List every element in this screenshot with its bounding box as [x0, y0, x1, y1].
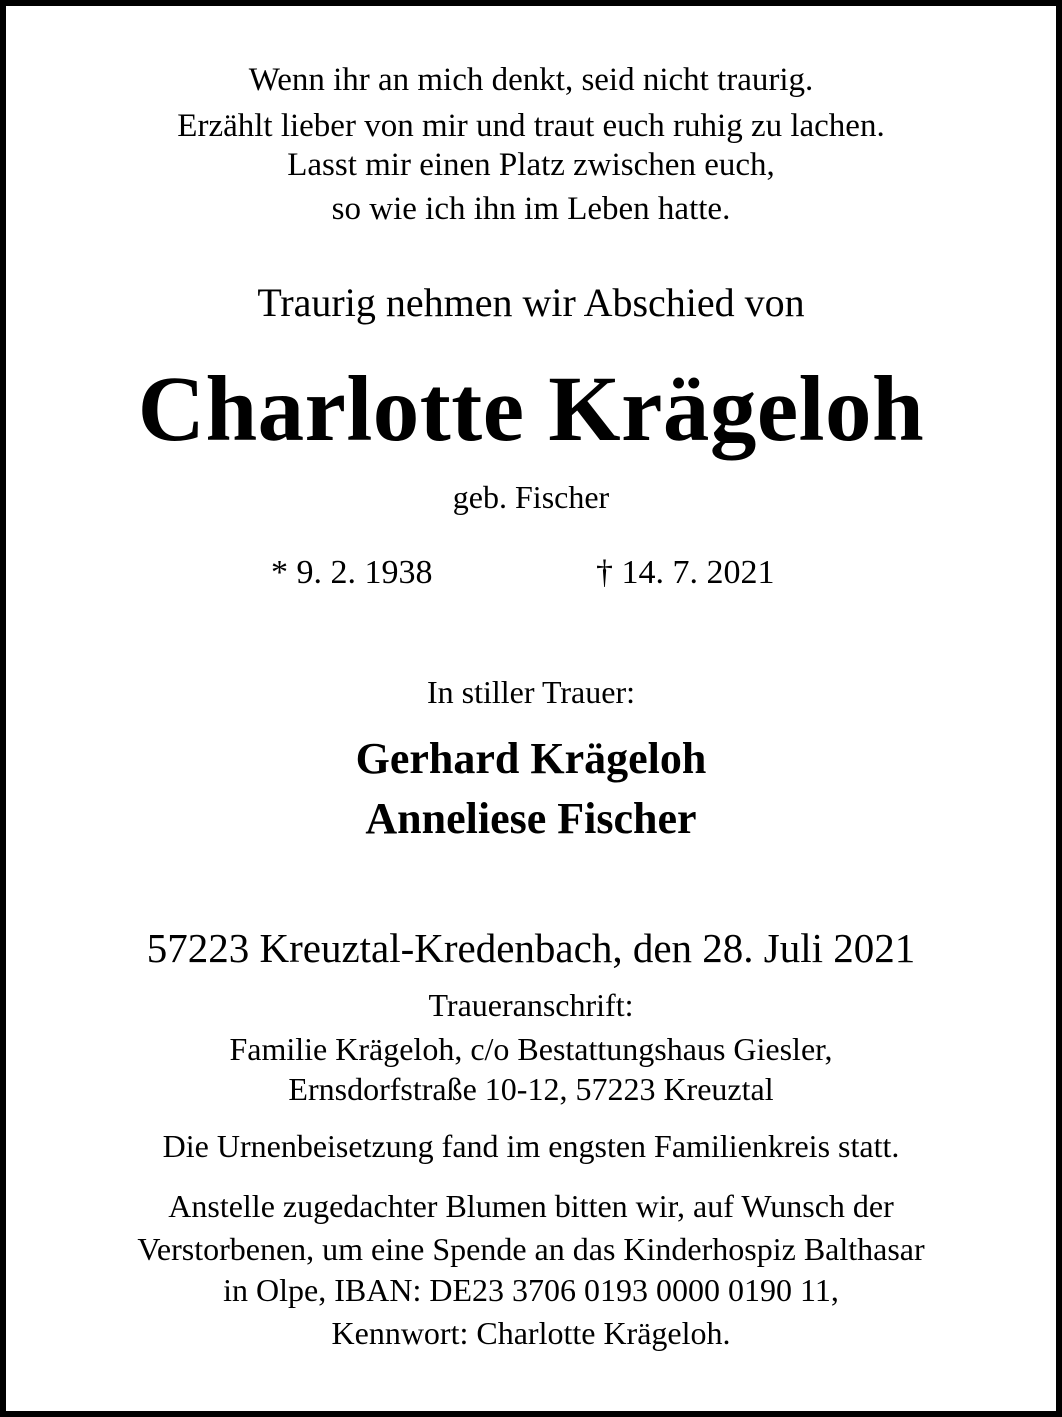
donation-line: Anstelle zugedachter Blumen bitten wir, auf Wunsch der	[168, 1188, 894, 1224]
address-label: Traueranschrift:	[428, 987, 634, 1023]
birth-date: * 9. 2. 1938	[271, 554, 433, 591]
poem-line-3: Lasst mir einen Platz zwischen euch,	[287, 147, 775, 183]
donation-line: Verstorbenen, um eine Spende an das Kinderhospiz Balthasar	[137, 1231, 925, 1267]
poem-line-4: so wie ich ihn im Leben hatte.	[331, 191, 731, 227]
death-date: † 14. 7. 2021	[596, 554, 775, 591]
address-line: Familie Krägeloh, c/o Bestattungshaus Giesler,	[229, 1031, 833, 1067]
address-line: Ernsdorfstraße 10-12, 57223 Kreuztal	[288, 1071, 774, 1107]
place-and-date: 57223 Kreuztal-Kredenbach, den 28. Juli 2021	[146, 925, 916, 971]
mourner-name: Anneliese Fischer	[365, 794, 697, 843]
mourning-label: In stiller Trauer:	[427, 674, 635, 710]
birth-name: geb. Fischer	[452, 479, 610, 515]
deceased-name: Charlotte Krägeloh	[137, 358, 925, 461]
mourner-name: Gerhard Krägeloh	[355, 734, 707, 783]
poem-line-2: Erzählt lieber von mir und traut euch ruhig zu lachen.	[177, 108, 885, 144]
poem-line-1: Wenn ihr an mich denkt, seid nicht traurig.	[248, 62, 814, 98]
donation-line: in Olpe, IBAN: DE23 3706 0193 0000 0190 11,	[223, 1272, 839, 1308]
farewell-intro: Traurig nehmen wir Abschied von	[257, 280, 805, 325]
donation-line: Kennwort: Charlotte Krägeloh.	[331, 1315, 731, 1351]
burial-note: Die Urnenbeisetzung fand im engsten Familienkreis statt.	[162, 1128, 900, 1164]
